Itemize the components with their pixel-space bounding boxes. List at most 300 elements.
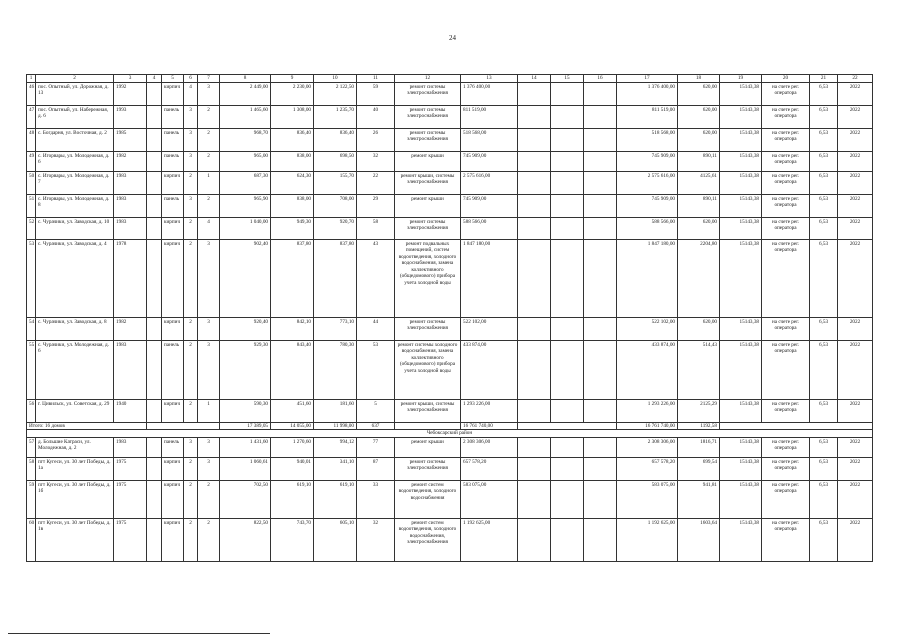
living-area: 624,30 xyxy=(271,171,314,194)
build-year: 1940 xyxy=(114,399,147,422)
wall-material: панель xyxy=(162,194,184,217)
residents-count: 44 xyxy=(357,317,395,340)
empty-cell xyxy=(584,217,617,239)
empty-cell xyxy=(584,105,617,128)
repair-cost-total: 2 308 306,00 xyxy=(617,437,678,457)
table-row xyxy=(27,437,873,457)
completion-year: 2022 xyxy=(838,457,873,480)
wall-material: панель xyxy=(162,105,184,128)
row-number: 58 xyxy=(27,457,36,480)
funding-method: на счете рег. оператора xyxy=(762,171,810,194)
residential-area: 837,80 xyxy=(314,239,357,317)
repair-cost: 522 102,00 xyxy=(461,317,518,340)
empty-cell xyxy=(518,437,551,457)
table-row xyxy=(27,194,873,217)
work-type: ремонт системы электроснабжения xyxy=(395,217,461,239)
funding-method: на счете рег. оператора xyxy=(762,194,810,217)
wall-material: панель xyxy=(162,128,184,151)
column-number-cell: 17 xyxy=(617,75,678,83)
repair-cost: 811 519,00 xyxy=(461,105,518,128)
repair-cost: 433 874,00 xyxy=(461,340,518,399)
house-address: пгт Кугеси, ул. 30 лет Победы, д. 1а xyxy=(36,457,114,480)
residents-count: 32 xyxy=(357,518,395,561)
table-row xyxy=(27,317,873,340)
column-number-cell: 20 xyxy=(762,75,810,83)
entrances-count: 3 xyxy=(198,82,220,105)
empty-cell xyxy=(518,128,551,151)
cost-limit: 15143,38 xyxy=(720,82,762,105)
empty-cell xyxy=(147,422,220,430)
cost-per-m2: 620,00 xyxy=(678,217,720,239)
capital-repair-table xyxy=(26,74,873,562)
floors-count: 3 xyxy=(184,128,198,151)
living-area: 838,00 xyxy=(271,194,314,217)
entrances-count: 2 xyxy=(198,480,220,518)
entrances-count: 2 xyxy=(198,518,220,561)
table-row xyxy=(27,105,873,128)
cost-limit: 15143,38 xyxy=(720,217,762,239)
term-value: 6,53 xyxy=(810,480,838,518)
term-value: 6,53 xyxy=(810,437,838,457)
row-number: 54 xyxy=(27,317,36,340)
repair-cost-total: 1 293 226,00 xyxy=(617,399,678,422)
wall-material: кирпич xyxy=(162,518,184,561)
residential-area: 994,12 xyxy=(314,437,357,457)
total-area-sum: 17 389,05 xyxy=(220,422,271,430)
empty-cell xyxy=(518,151,551,171)
work-type: ремонт системы электроснабжения xyxy=(395,457,461,480)
cost-per-m2: 1603,64 xyxy=(678,518,720,561)
wall-material: панель xyxy=(162,437,184,457)
column-number-cell: 2 xyxy=(36,75,114,83)
build-year: 1983 xyxy=(114,217,147,239)
total-area: 1 431,60 xyxy=(220,437,271,457)
work-type: ремонт системы электроснабжения xyxy=(395,105,461,128)
row-number: 47 xyxy=(27,105,36,128)
empty-cell xyxy=(584,399,617,422)
empty-cell xyxy=(584,128,617,151)
empty-cell xyxy=(147,480,162,518)
empty-cell xyxy=(551,105,584,128)
work-type: ремонт крыши, системы электроснабжения xyxy=(395,171,461,194)
empty-cell xyxy=(551,128,584,151)
empty-cell xyxy=(551,340,584,399)
house-address: с. Игорвары, ул. Молодежная, д. 7 xyxy=(36,171,114,194)
floors-count: 2 xyxy=(184,399,198,422)
table-row xyxy=(27,480,873,518)
residential-area: 181,60 xyxy=(314,399,357,422)
row-number: 59 xyxy=(27,480,36,518)
residential-area: 341,10 xyxy=(314,457,357,480)
total-area: 2 449,00 xyxy=(220,82,271,105)
wall-material: кирпич xyxy=(162,171,184,194)
entrances-count: 1 xyxy=(198,171,220,194)
build-year: 1985 xyxy=(114,128,147,151)
empty-cell xyxy=(518,105,551,128)
repair-cost: 1 376 400,00 xyxy=(461,82,518,105)
cost-limit: 15143,38 xyxy=(720,437,762,457)
column-number-cell: 19 xyxy=(720,75,762,83)
row-number: 55 xyxy=(27,340,36,399)
term-value: 6,53 xyxy=(810,217,838,239)
empty-cell xyxy=(551,480,584,518)
living-area: 451,60 xyxy=(271,399,314,422)
residential-area: 2 122,50 xyxy=(314,82,357,105)
cost-limit: 15143,38 xyxy=(720,128,762,151)
floors-count: 2 xyxy=(184,171,198,194)
table-row xyxy=(27,151,873,171)
funding-method: на счете рег. оператора xyxy=(762,105,810,128)
cost-per-m2: 890,11 xyxy=(678,194,720,217)
work-type: ремонт системы электроснабжения xyxy=(395,82,461,105)
total-area: 965,00 xyxy=(220,151,271,171)
cost-total-sum: 16 761 740,00 xyxy=(617,422,678,430)
entrances-count: 2 xyxy=(198,105,220,128)
residents-count: 5 xyxy=(357,399,395,422)
house-address: д. Большие Катраси, ул. Молодежная, д. 2 xyxy=(36,437,114,457)
row-number: 56 xyxy=(27,399,36,422)
empty-cell xyxy=(147,437,162,457)
table-body xyxy=(27,75,873,562)
build-year: 1982 xyxy=(114,317,147,340)
empty-cell xyxy=(147,399,162,422)
empty-cell xyxy=(584,171,617,194)
cost-limit: 15143,38 xyxy=(720,194,762,217)
completion-year: 2022 xyxy=(838,518,873,561)
column-number-cell: 12 xyxy=(395,75,461,83)
empty-cell xyxy=(147,128,162,151)
living-area: 1 270,60 xyxy=(271,437,314,457)
footnote-separator xyxy=(8,633,270,634)
completion-year: 2022 xyxy=(838,128,873,151)
living-area: 836,40 xyxy=(271,128,314,151)
empty-cell xyxy=(551,171,584,194)
residential-area: 780,30 xyxy=(314,340,357,399)
cost-per-m2-avg: 1192,58 xyxy=(678,422,720,430)
house-address: пгт Кугеси, ул. 30 лет Победы, д. 1в xyxy=(36,518,114,561)
empty-cell xyxy=(551,151,584,171)
row-number: 50 xyxy=(27,171,36,194)
repair-cost-total: 1 847 180,00 xyxy=(617,239,678,317)
term-value: 6,53 xyxy=(810,457,838,480)
empty-cell xyxy=(147,82,162,105)
table-row xyxy=(27,171,873,194)
column-number-row xyxy=(27,75,873,83)
cost-limit: 15143,38 xyxy=(720,317,762,340)
funding-method: на счете рег. оператора xyxy=(762,239,810,317)
total-area: 702,50 xyxy=(220,480,271,518)
residential-area: 155,70 xyxy=(314,171,357,194)
repair-cost-total: 583 075,00 xyxy=(617,480,678,518)
cost-per-m2: 620,00 xyxy=(678,128,720,151)
row-number: 53 xyxy=(27,239,36,317)
term-value: 6,53 xyxy=(810,340,838,399)
empty-cell xyxy=(551,437,584,457)
empty-cell xyxy=(551,518,584,561)
cost-per-m2: 620,00 xyxy=(678,82,720,105)
column-number-cell: 3 xyxy=(114,75,147,83)
table-row xyxy=(27,239,873,317)
empty-cell xyxy=(147,105,162,128)
term-value: 6,53 xyxy=(810,128,838,151)
term-value: 6,53 xyxy=(810,399,838,422)
repair-cost-total: 2 575 616,00 xyxy=(617,171,678,194)
build-year: 1975 xyxy=(114,518,147,561)
wall-material: кирпич xyxy=(162,480,184,518)
repair-cost-total: 745 909,00 xyxy=(617,151,678,171)
living-area: 619,10 xyxy=(271,480,314,518)
repair-cost-total: 588 566,00 xyxy=(617,217,678,239)
house-address: пос. Опытный, ул. Дорожная, д. 13 xyxy=(36,82,114,105)
floors-count: 2 xyxy=(184,217,198,239)
table-row xyxy=(27,340,873,399)
empty-cell xyxy=(147,217,162,239)
cost-limit: 15143,38 xyxy=(720,239,762,317)
table-row xyxy=(27,457,873,480)
cost-limit: 15143,38 xyxy=(720,518,762,561)
completion-year: 2022 xyxy=(838,480,873,518)
cost-limit: 15143,38 xyxy=(720,151,762,171)
empty-cell xyxy=(147,518,162,561)
living-area-sum: 14 055,00 xyxy=(271,422,314,430)
table-row xyxy=(27,399,873,422)
living-area: 949,30 xyxy=(271,217,314,239)
entrances-count: 1 xyxy=(198,399,220,422)
residential-area: 698,50 xyxy=(314,151,357,171)
living-area: 843,40 xyxy=(271,340,314,399)
empty-cell xyxy=(551,239,584,317)
column-number-cell: 22 xyxy=(838,75,873,83)
column-number-cell: 11 xyxy=(357,75,395,83)
house-address: с. Чурачики, ул. Заводская, д. 4 xyxy=(36,239,114,317)
column-number-cell: 14 xyxy=(518,75,551,83)
completion-year: 2022 xyxy=(838,194,873,217)
cost-per-m2: 2204,80 xyxy=(678,239,720,317)
funding-method: на счете рег. оператора xyxy=(762,399,810,422)
total-area: 968,70 xyxy=(220,128,271,151)
row-number: 52 xyxy=(27,217,36,239)
empty-cell xyxy=(147,194,162,217)
residential-area: 619,10 xyxy=(314,480,357,518)
wall-material: кирпич xyxy=(162,239,184,317)
completion-year: 2022 xyxy=(838,340,873,399)
cost-sum: 16 761 740,00 xyxy=(461,422,518,430)
column-number-cell: 10 xyxy=(314,75,357,83)
repair-cost-total: 522 102,00 xyxy=(617,317,678,340)
repair-cost: 518 568,00 xyxy=(461,128,518,151)
residents-count: 53 xyxy=(357,340,395,399)
residential-area: 605,10 xyxy=(314,518,357,561)
empty-cell xyxy=(584,518,617,561)
empty-cell xyxy=(584,480,617,518)
total-area: 822,50 xyxy=(220,518,271,561)
completion-year: 2022 xyxy=(838,171,873,194)
repair-cost: 588 566,00 xyxy=(461,217,518,239)
repair-cost: 745 909,00 xyxy=(461,194,518,217)
house-address: с. Чурачики, ул. Заводская, д. 8 xyxy=(36,317,114,340)
house-address: с. Игорвары, ул. Молодежная, д. 8 xyxy=(36,194,114,217)
repair-cost: 1 847 180,00 xyxy=(461,239,518,317)
residential-area: 1 235,70 xyxy=(314,105,357,128)
funding-method: на счете рег. оператора xyxy=(762,480,810,518)
term-value: 6,53 xyxy=(810,105,838,128)
living-area: 940,01 xyxy=(271,457,314,480)
house-address: г. Цивильск, ул. Советская, д. 29 xyxy=(36,399,114,422)
build-year: 1983 xyxy=(114,171,147,194)
table-row xyxy=(27,82,873,105)
column-number-cell: 18 xyxy=(678,75,720,83)
work-type: ремонт систем водоотведения, холодного водоснабжения xyxy=(395,480,461,518)
empty-cell xyxy=(518,340,551,399)
column-number-cell: 6 xyxy=(184,75,198,83)
funding-method: на счете рег. оператора xyxy=(762,217,810,239)
build-year: 1993 xyxy=(114,105,147,128)
funding-method: на счете рег. оператора xyxy=(762,457,810,480)
funding-method: на счете рег. оператора xyxy=(762,82,810,105)
residential-area: 708,00 xyxy=(314,194,357,217)
term-value: 6,53 xyxy=(810,171,838,194)
house-address: пгт Кугеси, ул. 30 лет Победы, д. 1б xyxy=(36,480,114,518)
cost-per-m2: 941,81 xyxy=(678,480,720,518)
empty-cell xyxy=(395,422,461,430)
wall-material: кирпич xyxy=(162,457,184,480)
residents-sum: 637 xyxy=(357,422,395,430)
floors-count: 2 xyxy=(184,239,198,317)
build-year: 1992 xyxy=(114,82,147,105)
repair-cost: 2 308 306,00 xyxy=(461,437,518,457)
term-value: 6,53 xyxy=(810,194,838,217)
total-row xyxy=(27,422,873,430)
empty-cell xyxy=(518,171,551,194)
repair-cost-total: 518 568,00 xyxy=(617,128,678,151)
cost-limit: 15143,38 xyxy=(720,399,762,422)
floors-count: 3 xyxy=(184,105,198,128)
funding-method: на счете рег. оператора xyxy=(762,340,810,399)
floors-count: 2 xyxy=(184,480,198,518)
residents-count: 77 xyxy=(357,437,395,457)
residents-count: 58 xyxy=(357,217,395,239)
repair-cost: 1 293 226,00 xyxy=(461,399,518,422)
living-area: 838,00 xyxy=(271,151,314,171)
cost-limit: 15143,38 xyxy=(720,480,762,518)
cost-limit: 15143,38 xyxy=(720,457,762,480)
empty-cell xyxy=(551,194,584,217)
house-address: пос. Опытный, ул. Набережная, д. 6 xyxy=(36,105,114,128)
build-year: 1975 xyxy=(114,480,147,518)
empty-cell xyxy=(720,422,873,430)
residents-count: 43 xyxy=(357,239,395,317)
empty-cell xyxy=(584,340,617,399)
repair-cost: 2 575 616,00 xyxy=(461,171,518,194)
repair-cost: 657 578,20 xyxy=(461,457,518,480)
floors-count: 3 xyxy=(184,437,198,457)
cost-per-m2: 514,43 xyxy=(678,340,720,399)
cost-limit: 15143,38 xyxy=(720,340,762,399)
residential-area: 773,10 xyxy=(314,317,357,340)
wall-material: кирпич xyxy=(162,217,184,239)
entrances-count: 3 xyxy=(198,437,220,457)
residents-count: 33 xyxy=(357,480,395,518)
entrances-count: 3 xyxy=(198,317,220,340)
residents-count: 40 xyxy=(357,105,395,128)
table-row xyxy=(27,217,873,239)
work-type: ремонт системы электроснабжения xyxy=(395,128,461,151)
column-number-cell: 16 xyxy=(584,75,617,83)
column-number-cell: 8 xyxy=(220,75,271,83)
repair-cost: 1 192 625,00 xyxy=(461,518,518,561)
floors-count: 2 xyxy=(184,457,198,480)
cost-per-m2: 4125,61 xyxy=(678,171,720,194)
completion-year: 2022 xyxy=(838,82,873,105)
completion-year: 2022 xyxy=(838,151,873,171)
work-type: ремонт подвальных помещений, систем водоотведения, холодного водоснабжения, замена коллективного (общедомового) прибора учета холодной воды xyxy=(395,239,461,317)
entrances-count: 3 xyxy=(198,239,220,317)
table-row xyxy=(27,518,873,561)
empty-cell xyxy=(551,82,584,105)
funding-method: на счете рег. оператора xyxy=(762,317,810,340)
living-area: 837,80 xyxy=(271,239,314,317)
wall-material: панель xyxy=(162,151,184,171)
living-area: 2 230,00 xyxy=(271,82,314,105)
floors-count: 2 xyxy=(184,518,198,561)
repair-cost-total: 1 376 400,00 xyxy=(617,82,678,105)
floors-count: 3 xyxy=(184,151,198,171)
empty-cell xyxy=(551,457,584,480)
row-number: 49 xyxy=(27,151,36,171)
term-value: 6,53 xyxy=(810,82,838,105)
residents-count: 26 xyxy=(357,128,395,151)
build-year: 1982 xyxy=(114,151,147,171)
column-number-cell: 1 xyxy=(27,75,36,83)
completion-year: 2022 xyxy=(838,217,873,239)
work-type: ремонт систем водоотведения, холодного водоснабжения, электроснабжения xyxy=(395,518,461,561)
residents-count: 32 xyxy=(357,151,395,171)
cost-per-m2: 699,54 xyxy=(678,457,720,480)
repair-cost: 583 075,00 xyxy=(461,480,518,518)
repair-cost: 745 909,00 xyxy=(461,151,518,171)
total-area: 920,40 xyxy=(220,317,271,340)
cost-per-m2: 2125,29 xyxy=(678,399,720,422)
cost-limit: 15143,38 xyxy=(720,105,762,128)
column-number-cell: 4 xyxy=(147,75,162,83)
wall-material: кирпич xyxy=(162,399,184,422)
repair-cost-total: 433 874,00 xyxy=(617,340,678,399)
cost-per-m2: 1816,71 xyxy=(678,437,720,457)
residential-area-sum: 11 998,00 xyxy=(314,422,357,430)
repair-cost-total: 811 519,00 xyxy=(617,105,678,128)
funding-method: на счете рег. оператора xyxy=(762,518,810,561)
empty-cell xyxy=(518,217,551,239)
house-address: с. Чурачики, ул. Молодежная, д. 6 xyxy=(36,340,114,399)
wall-material: кирпич xyxy=(162,82,184,105)
total-area: 1 060,61 xyxy=(220,457,271,480)
wall-material: панель xyxy=(162,340,184,399)
funding-method: на счете рег. оператора xyxy=(762,151,810,171)
total-area: 1 040,00 xyxy=(220,217,271,239)
table-row xyxy=(27,128,873,151)
build-year: 1975 xyxy=(114,457,147,480)
work-type: ремонт крыши xyxy=(395,194,461,217)
empty-cell xyxy=(584,151,617,171)
build-year: 1983 xyxy=(114,437,147,457)
build-year: 1983 xyxy=(114,194,147,217)
wall-material: кирпич xyxy=(162,317,184,340)
empty-cell xyxy=(518,422,617,430)
total-area: 965,90 xyxy=(220,194,271,217)
living-area: 842,10 xyxy=(271,317,314,340)
repair-cost-total: 657 578,20 xyxy=(617,457,678,480)
cost-per-m2: 890,11 xyxy=(678,151,720,171)
